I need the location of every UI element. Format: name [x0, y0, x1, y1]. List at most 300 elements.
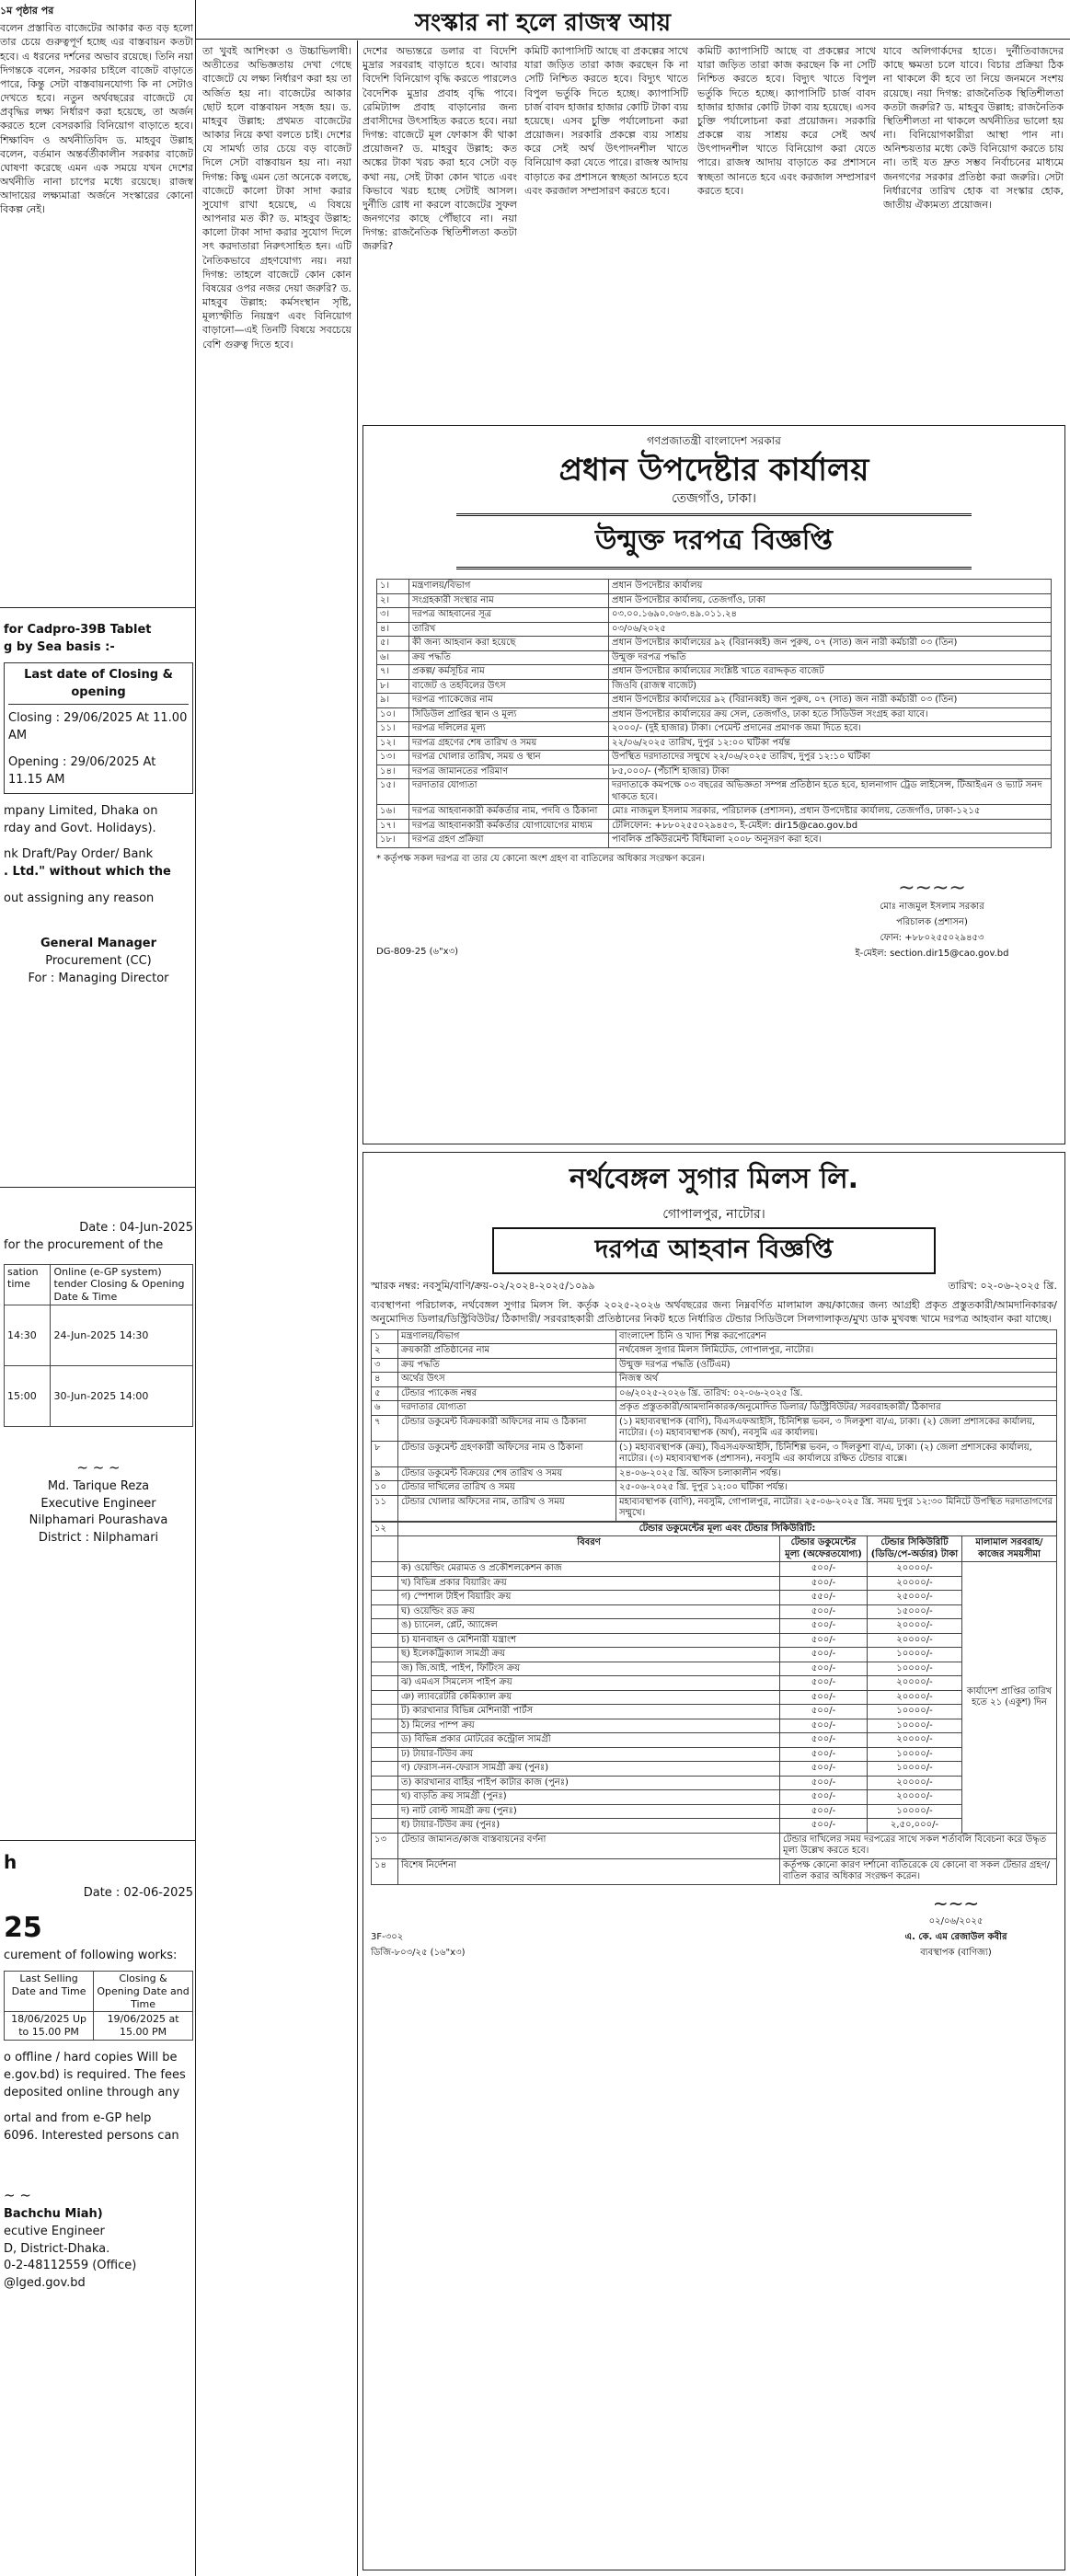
table-cell: ঠ) মিলের পাম্প ক্রয় [398, 1719, 780, 1733]
cao-tender-notice [362, 425, 1065, 1144]
table-cell: ২০০০০/- [868, 1633, 962, 1648]
table-cell: ৫০০/- [780, 1705, 868, 1719]
notice-line: 6096. Interested persons can [4, 2129, 179, 2144]
table-row [372, 1481, 1057, 1496]
reason-line: out assigning any reason [4, 891, 155, 906]
table-row [372, 1747, 1057, 1762]
table-cell: মোঃ নাজমুল ইসলাম সরকার, পরিচালক (প্রশাসন), প্রধান উপদেষ্টার কার্যালয়, তেজগাঁও, ঢাকা-১২১৫ [609, 805, 1052, 820]
mills-place: গোপালপুর, নাটোর। [662, 1207, 765, 1222]
table-cell: ০৩/০৬/২০২৫ [609, 622, 1052, 637]
table-row [372, 1690, 1057, 1705]
table-cell: ঘ) ওয়েল্ডিং রড ক্রয় [398, 1604, 780, 1619]
row-label: টেন্ডার জামানত/কাজ বাস্তবায়নের বর্ণনা [398, 1833, 780, 1858]
table-cell: ৫০০/- [780, 1733, 868, 1748]
table-cell: ঢ) টায়ার-টিউব ক্রয় [398, 1747, 780, 1762]
table-cell: ২০০০০/- [868, 1776, 962, 1790]
table-row [377, 665, 1052, 680]
table-row [377, 779, 1052, 805]
tender-date: Date : 04-Jun-2025 [79, 1221, 193, 1235]
gm-for: For : Managing Director [28, 971, 169, 985]
table-cell: খ) বিভিন্ন প্রকার বিয়ারিং ক্রয় [398, 1576, 780, 1591]
table-cell: উন্মুক্ত দরপত্র পদ্ধতি (ওটিএম) [616, 1358, 1057, 1373]
table-row [377, 593, 1052, 608]
works-col-header: Closing & Opening Date and Time [94, 1972, 193, 2012]
table-cell: ৮। [377, 679, 409, 694]
table-cell: ১০০০০/- [868, 1747, 962, 1762]
table-cell: ঙ) চ্যানেল, প্লেট, অ্যাঙ্গেল [398, 1619, 780, 1634]
notice-title: উন্মুক্ত দরপত্র বিজ্ঞপ্তি [456, 513, 972, 569]
table-row [377, 608, 1052, 623]
table-cell: ৭। [377, 665, 409, 680]
egp-col-header: Online (e-GP system) tender Closing & Opening Date & Time [51, 1264, 193, 1305]
table-cell: ১ [372, 1329, 398, 1344]
table-row [377, 637, 1052, 651]
table-row [372, 1619, 1057, 1634]
table-row [377, 580, 1052, 594]
table-cell: দরপত্র আহবানের সূত্র [409, 608, 609, 623]
table-cell: টেন্ডার দাখিলের তারিখ ও সময় [398, 1481, 616, 1496]
article-text: কমিটি ক্যাপাসিটি আছে বা প্রকল্পের সাথে যারা জড়িত তারা কাজ করছেন কি না সেটি নিশ্চিত করতে হবে। বিদ্যুৎ খাতে বিপুল ভর্তুকি দিতে হচ্ছে। ক্যাপাসিটি চার্জ বাবদ হাজার হাজার কোটি টাকা ব্যয় হয়েছে। এসব চুক্তি পর্যালোচনা করা প্রয়োজন। সরকারি প্রকল্পে ব্যয় সাশ্রয় করে সেই অর্থ উৎপাদনশীল খাতে বিনিয়োগ করা যেতে পারে। রাজস্ব আদায় বাড়াতে কর প্রশাসনে স্বচ্ছতা আনতে হবে এবং করজাল সম্প্রসারণ করতে হবে। [524, 45, 688, 197]
row-label: বিশেষ নির্দেশনা [398, 1858, 780, 1884]
works-table [4, 1971, 193, 2041]
egp-col-header: sation time [5, 1264, 51, 1305]
table-row [377, 694, 1052, 708]
company-line: mpany Limited, Dhaka on [4, 803, 158, 818]
works-cell: 19/06/2025 at 15.00 PM [94, 2012, 193, 2041]
table-cell: ১৩। [377, 751, 409, 765]
signer-date: ০২/০৬/২০২৫ [928, 1915, 984, 1926]
table-row [372, 1790, 1057, 1805]
table-row [372, 1662, 1057, 1676]
table-cell: ০৩.০০.১৬৯০.০৬৩.৪৯.০১১.২৪ [609, 608, 1052, 623]
table-cell: দরপত্র জামানতের পরিমাণ [409, 765, 609, 779]
table-row [372, 1329, 1057, 1344]
article-text: দেশের অভ্যন্তরে ডলার বা বিদেশি মুদ্রার সরবরাহ বাড়াতে হবে। আবার বিদেশি বিনিয়োগ বৃদ্ধি করতে পারলেও বৈদেশিক মুদ্রার প্রবাহ বৃদ্ধি পাবে। রেমিট্যান্স প্রবাহ বাড়ানোর জন্য প্রবাসীদের উৎসাহিত করতে হবে। নয়া দিগন্ত: বাজেটে মূল ফোকাস কী থাকা প্রয়োজন? ড. মাহবুব উল্লাহ: কত অঙ্কের টাকা খরচ করা হবে সেটা বড় কথা নয়, সেই টাকা কোন খাতে এবং কিভাবে খরচ হচ্ছে সেটাই আসল। দুর্নীতি রোধ না করলে বাজেটের সুফল জনগণের কাছে পৌঁছাবে না। নয়া দিগন্ত: রাজনৈতিক স্থিতিশীলতা কতটা জরুরি? [362, 45, 517, 253]
table-cell: দরপত্র দলিলের মূল্য [409, 722, 609, 737]
signer-name: Md. Tarique Reza [47, 1478, 150, 1493]
table-cell: বাজেট ও তহবিলের উৎস [409, 679, 609, 694]
table-row [372, 1676, 1057, 1691]
table-cell: (১) মহাব্যবস্থাপক (ক্রয়), বিএসএফআইসি, চিনিশিল্প ভবন, ৩ দিলকুশা বা/এ, ঢাকা। (২) জেলা প্রশাসকের কার্যালয়, নাটোর। (৩) মহাব্যবস্থাপক (প্রশাসন), নবসুমি এর কার্যালয়ে রক্ষিত টেন্ডার বাক্সে। [616, 1441, 1057, 1466]
opening-time: Opening : 29/06/2025 At 11.15 AM [8, 755, 156, 787]
engineer-title: ecutive Engineer [4, 2224, 105, 2238]
engineer-phone: 0-2-48112559 (Office) [4, 2259, 137, 2273]
table-cell: ক্রয় পদ্ধতি [409, 650, 609, 665]
table-cell: ৫৫০/- [780, 1591, 868, 1605]
signer-email: ই-মেইল: section.dir15@cao.gov.bd [855, 948, 1009, 959]
table-cell: ক্রয়কারী প্রতিষ্ঠানের নাম [398, 1344, 616, 1359]
procurement-line: for the procurement of the [4, 1237, 164, 1252]
table-row [377, 819, 1052, 834]
col-header: টেন্ডার ডকুমেন্টের মূল্য (অফেরতযোগ্য) [780, 1536, 868, 1562]
table-cell: দরপত্র আহবানকারী কর্মকর্তার নাম, পদবি ও ঠিকানা [409, 805, 609, 820]
closing-time: Closing : 29/06/2025 At 11.00 AM [8, 711, 188, 743]
table-row [372, 1466, 1057, 1481]
article-text: বলেন প্রস্তাবিত বাজেটের আকার কত বড় হলো তার চেয়ে গুরুত্বপূর্ণ হচ্ছে এর বাস্তবায়ন কতটা হবে। এ ধরনের দর্শনের অভাব রয়েছে। তিনি নয়া দিগন্তকে বলেন, সরকার চাইলে বাজেট বাড়াতে পারে, কিন্তু সেটা বাস্তবায়নযোগ্য কি না সেটাও দেখতে হবে। নতুন অর্থবছরের বাজেটে যে প্রবৃদ্ধির লক্ষ্য নির্ধারণ করা হয়েছে, তা অর্জন করতে হলে বেসরকারি বিনিয়োগ বাড়াতে হবে। শিক্ষাবিদ ও অর্থনীতিবিদ ড. মাহবুব উল্লাহ বলেন, বর্তমান অন্তর্বর্তীকালীন সরকার বাজেট ঘোষণা করেছে এমন এক সময়ে যখন দেশের অর্থনীতি নানা চাপের মধ্যে রয়েছে। রাজস্ব আদায়ের লক্ষ্যমাত্রা অর্জনে সংস্কারের কোনো বিকল্প নেই। [0, 22, 193, 216]
table-cell: ৫০০/- [780, 1790, 868, 1805]
table-cell: ১০০০০/- [868, 1804, 962, 1819]
table-cell: ১১ [372, 1495, 398, 1521]
table-cell: ২৪-০৬-২০২৫ খ্রি. অফিস চলাকালীন পর্যন্ত। [616, 1466, 1057, 1481]
table-cell: ১৬। [377, 805, 409, 820]
works-line: curement of following works: [4, 1949, 178, 1963]
delivery-deadline: কার্যাদেশ প্রাপ্তির তারিখ হতে ২১ (একুশ) দিন [962, 1562, 1057, 1834]
col-header: টেন্ডার সিকিউরিটি (ডিডি/পে-অর্ডার) টাকা [868, 1536, 962, 1562]
table-row [377, 707, 1052, 722]
table-cell: ২০০০০/- [868, 1576, 962, 1591]
mills-tender-notice [362, 1152, 1065, 2570]
table-cell: ৫। [377, 637, 409, 651]
table-cell: ১০। [377, 707, 409, 722]
table-cell: তারিখ [409, 622, 609, 637]
table-cell: ১০০০০/- [868, 1705, 962, 1719]
article-col-4b [697, 44, 876, 421]
article-col-4 [524, 44, 688, 421]
table-cell: ১০০০০/- [868, 1719, 962, 1733]
table-cell: ৫০০/- [780, 1604, 868, 1619]
signer-name: এ. কে. এম রেজাউল কবীর [904, 1931, 1007, 1942]
mills-signature-block [855, 1892, 1057, 1961]
engineer-district: D, District-Dhaka. [4, 2241, 110, 2256]
table-row [372, 1591, 1057, 1605]
notice-line: e.gov.bd) is required. The fees [4, 2067, 186, 2082]
table-cell: টেলিফোন: +৮৮০২৫৫০২৯৪৫৩, ই-মেইল: dir15@cao.gov.bd [609, 819, 1052, 834]
table-cell: সংগ্রহকারী সংস্থার নাম [409, 593, 609, 608]
table-cell: সিডিউল প্রাপ্তির স্থান ও মূল্য [409, 707, 609, 722]
signer-title: Executive Engineer [40, 1496, 156, 1511]
works-col-header: Last Selling Date and Time [5, 1972, 94, 2012]
table-row [372, 1705, 1057, 1719]
mills-name: নর্থবেঙ্গল সুগার মিলস লি. [569, 1163, 859, 1195]
table-cell: টেন্ডার খোলার অফিসের নাম, তারিখ ও সময় [398, 1495, 616, 1521]
table-cell: ১৫। [377, 779, 409, 805]
table-cell: প্রকল্প/ কর্মসূচির নাম [409, 665, 609, 680]
table-cell: ৫০০/- [780, 1619, 868, 1634]
nilphamari-tender [4, 1220, 193, 1547]
table-cell: ৮ [372, 1441, 398, 1466]
article-text: তা খুবই আশিংকা ও উচ্চাভিলাষী। অতীতের অভিজ্ঞতায় দেখা গেছে বাজেটে যে লক্ষ্য নির্ধারণ করা হয় তা অর্জিত হয় না। বাজেটের আকার ছোট হলে বাস্তবায়ন সহজ হয়। ড. মাহবুব উল্লাহ: প্রথমত বাজেটের আকার নিয়ে কথা বলতে চাই। দেশের যে সামর্থ্য তার চেয়ে বড় বাজেট দিলে সেটা বাস্তবায়ন হয় না। নয়া দিগন্ত: কিছু এমন তো অনেকে বলছে, বাজেটে কালো টাকা সাদা করার সুযোগ রাখা হয়েছে, এ বিষয়ে আপনার মত কী? ড. মাহবুব উল্লাহ: কালো টাকা সাদা করার সুযোগ দিলে সৎ করদাতারা নিরুৎসাহিত হন। এটি নৈতিকভাবে গ্রহণযোগ্য নয়। নয়া দিগন্ত: তাহলে বাজেটে কোন কোন বিষয়ের ওপর নজর দেয়া জরুরি? ড. মাহবুব উল্লাহ: কর্মসংস্থান সৃষ্টি, মূল্যস্ফীতি নিয়ন্ত্রণ এবং বিনিয়োগ বাড়ানো—এই তিনটি বিষয়ে সবচেয়ে বেশি গুরুত্ব দিতে হবে। [202, 45, 351, 351]
table-row [372, 1562, 1057, 1577]
table-cell: নিজস্ব অর্থ [616, 1373, 1057, 1387]
table-cell: প্রধান উপদেষ্টার কার্যালয়ের সংশ্লিষ্ট খাতে বরাদ্দকৃত বাজেট [609, 665, 1052, 680]
table-cell: ৯ [372, 1466, 398, 1481]
table-cell: মন্ত্রণালয়/বিভাগ [398, 1329, 616, 1344]
works-cell: 18/06/2025 Up to 15.00 PM [5, 2012, 94, 2041]
egp-cell: 30-Jun-2025 14:00 [51, 1365, 193, 1426]
table-cell: ২০০০০/- [868, 1690, 962, 1705]
signature-scribble: ~~~~ [898, 876, 966, 900]
table-cell: ড) বিভিন্ন প্রকার মোটরের কন্ট্রোল সামগ্রী [398, 1733, 780, 1748]
engineer-email: @lged.gov.bd [4, 2276, 86, 2291]
table-cell: ৯। [377, 694, 409, 708]
table-cell: দরদাতার যোগ্যতা [398, 1401, 616, 1416]
table-cell: ১৪। [377, 765, 409, 779]
table-cell: ৫০০/- [780, 1719, 868, 1733]
article-continuation: ১ম পৃষ্ঠার পর [0, 5, 54, 17]
table-cell: ২ [372, 1344, 398, 1359]
table-cell: ৩ [372, 1358, 398, 1373]
table-row [372, 1762, 1057, 1777]
office-name: প্রধান উপদেষ্টার কার্যালয় [558, 452, 869, 489]
table-row [372, 1776, 1057, 1790]
table-cell: ২৫-০৬-২০২৫ খ্রি. দুপুর ১২:০০ ঘটিকা পর্যন্ত। [616, 1481, 1057, 1496]
office-place: তেজগাঁও, ঢাকা। [672, 491, 756, 507]
table-row [372, 1576, 1057, 1591]
table-cell: প্রধান উপদেষ্টার কার্যালয়ের ৯২ (বিরানব্বই) জন পুরুষ, ০৭ (সাত) জন নারী কর্মচারী ০৩ (তিন) [609, 694, 1052, 708]
table-cell: ছ) ইলেকট্রিক্যাল সামগ্রী ক্রয় [398, 1648, 780, 1662]
table-cell: ট) কারখানার বিভিন্ন মেশিনারী পার্টস [398, 1705, 780, 1719]
table-cell: ৬। [377, 650, 409, 665]
table-cell: উন্মুক্ত দরপত্র পদ্ধতি [609, 650, 1052, 665]
table-cell: ক) ওয়েল্ডিং মেরামত ও প্রকৌশলকেশন কাজ [398, 1562, 780, 1577]
table-cell: ৫ [372, 1386, 398, 1401]
table-row [372, 1373, 1057, 1387]
table-cell: ১। [377, 580, 409, 594]
table-row [377, 805, 1052, 820]
engineer-name: Bachchu Miah) [4, 2206, 103, 2221]
table-cell: ণ) ফেরাস-নন-ফেরাস সামগ্রী ক্রয় (পুনঃ) [398, 1762, 780, 1777]
table-cell: দরপত্র প্যাকেজের নাম [409, 694, 609, 708]
table-cell: দরদাতাকে কমপক্ষে ০৩ বছরের অভিজ্ঞতা সম্পন্ন প্রতিষ্ঠান হতে হবে, হালনাগাদ ট্রেড লাইসেন্স, টিআইএন ও ভ্যাট সনদ থাকতে হবে। [609, 779, 1052, 805]
table-row [372, 1401, 1057, 1416]
table-cell: ১১। [377, 722, 409, 737]
table-cell: দরদাতার যোগ্যতা [409, 779, 609, 805]
egp-cell: 14:30 [5, 1305, 51, 1365]
table-row [372, 1804, 1057, 1819]
signature-scribble: ~~~ [932, 1892, 980, 1915]
table-cell: ৫০০/- [780, 1562, 868, 1577]
table-cell: গ) স্পেশাল টাইপ বিয়ারিং ক্রয় [398, 1591, 780, 1605]
table-cell: টেন্ডার ডকুমেন্ট গ্রহণকারী অফিসের নাম ও ঠিকানা [398, 1441, 616, 1466]
table-cell: ৫০০/- [780, 1747, 868, 1762]
table-row [372, 1415, 1057, 1441]
table-cell: ২০০০০/- [868, 1619, 962, 1634]
table-cell: ৫০০/- [780, 1762, 868, 1777]
article-text: কমিটি ক্যাপাসিটি আছে বা প্রকল্পের সাথে যারা জড়িত তারা কাজ করছেন কি না সেটি নিশ্চিত করতে হবে। বিদ্যুৎ খাতে বিপুল ভর্তুকি দিতে হচ্ছে। ক্যাপাসিটি চার্জ বাবদ হাজার হাজার কোটি টাকা ব্যয় হয়েছে। এসব চুক্তি পর্যালোচনা করা প্রয়োজন। সরকারি প্রকল্পে ব্যয় সাশ্রয় করে সেই অর্থ উৎপাদনশীল খাতে বিনিয়োগ করা যেতে পারে। রাজস্ব আদায় বাড়াতে কর প্রশাসনে স্বচ্ছতা আনতে হবে এবং করজাল সম্প্রসারণ করতে হবে। [697, 45, 876, 197]
tender-line: for Cadpro-39B Tablet [4, 623, 152, 637]
table-cell: ধ) টায়ার-টিউব ক্রয় (পুনঃ) [398, 1819, 780, 1834]
table-cell: ত) কারখানার বাহির পাইপ কাটার কাজ (পুনঃ) [398, 1776, 780, 1790]
table-cell: প্রধান উপদেষ্টার কার্যালয়, তেজগাঁও, ঢাকা [609, 593, 1052, 608]
table-cell: দরপত্র আহবানকারী কর্মকর্তার যোগাযোগের মাধ্যম [409, 819, 609, 834]
table-cell: চ) যানবাহন ও মেশিনারী যন্ত্রাংশ [398, 1633, 780, 1648]
closing-header: Last date of Closing & opening [8, 667, 189, 706]
article-text: যাবে অলিগার্কদের হাতে। দুর্নীতিবাজদের কাছে ক্ষমতা চলে যাবে। বিচার প্রক্রিয়া ঠিক না থাকলে কী হবে তা নিয়ে জনমনে সংশয় রয়েছে। নয়া দিগন্ত: রাজনৈতিক স্থিতিশীলতা কতটা জরুরি? ড. মাহবুব উল্লাহ: রাজনৈতিক স্থিতিশীলতা না থাকলে অর্থনীতির ভালো হয় না। বিনিয়োগকারীরা আস্থা পান না। অনিশ্চয়তার মধ্যে কেউ বিনিয়োগ করতে চায় না। তাই যত দ্রুত সম্ভব নির্বাচনের মাধ্যমে জনগণের সরকার প্রতিষ্ঠা করা জরুরি। সেটা নির্ধারণের তারিখ হোক বা সংস্কার হোক, জাতীয় ঐক্যমত্য প্রয়োজন। [883, 45, 1064, 211]
table-cell: প্রধান উপদেষ্টার কার্যালয়ের ৯২ (বিরানব্বই) জন পুরুষ, ০৭ (সাত) জন নারী কর্মচারী ০৩ (তিন) [609, 637, 1052, 651]
table-cell: ঞ) ল্যাবরেটরি কেমিক্যাল ক্রয় [398, 1690, 780, 1705]
table-row [377, 622, 1052, 637]
signer-title: পরিচালক (প্রশাসন) [896, 916, 968, 927]
h-letter: h [4, 1851, 17, 1873]
holiday-line: rday and Govt. Holidays). [4, 821, 156, 835]
left-strip [0, 0, 195, 2576]
table-row [377, 751, 1052, 765]
table-cell: প্রধান উপদেষ্টার কার্যালয়ের ক্রয় সেল, তেজগাঁও, ঢাকা হতে সিডিউল সংগ্রহ করা যাবে। [609, 707, 1052, 722]
table-row [377, 722, 1052, 737]
ltd-line: . Ltd." without which the [4, 865, 171, 880]
table-cell: ৪ [372, 1373, 398, 1387]
table-row [377, 736, 1052, 751]
table-cell: বাংলাদেশ চিনি ও খাদ্য শিল্প করপোরেশন [616, 1329, 1057, 1344]
table-cell: ১০০০০/- [868, 1648, 962, 1662]
table-cell: ৫০০/- [780, 1648, 868, 1662]
egp-table [4, 1264, 193, 1427]
table-cell: উপস্থিত দরদাতাদের সম্মুখে ২২/০৬/২০২৫ তারিখ, দুপুর ১২:১০ ঘটিকা [609, 751, 1052, 765]
tender-number: 25 [4, 1911, 42, 1944]
table-cell: ০৬/২০২৫-২০২৬ খ্রি. তারিখ: ০২-০৬-২০২৫ খ্রি. [616, 1386, 1057, 1401]
gov-line: গণপ্রজাতন্ত্রী বাংলাদেশ সরকার [647, 434, 781, 447]
table-cell: ৫০০/- [780, 1776, 868, 1790]
mills-schedule-table [371, 1522, 1057, 1885]
table-cell: থ) বাড়তি ক্রয় সামগ্রী (পুনঃ) [398, 1790, 780, 1805]
table-row [377, 834, 1052, 848]
table-cell: (১) মহাব্যবস্থাপক (বাণি), বিএসএফআইসি, চিনিশিল্প ভবন, ৩ দিলকুশা বা/এ, ঢাকা। (২) জেলা প্রশাসকের কার্যালয়, নাটোর। (৩) মহাব্যবস্থাপক (অর্থ), নবসুমি এর কার্যালয়। [616, 1415, 1057, 1441]
table-cell: ৫০০/- [780, 1576, 868, 1591]
cao-note: * কর্তৃপক্ষ সকল দরপত্র বা তার যে কোনো অংশ গ্রহণ বা বাতিলের অধিকার সংরক্ষণ করেন। [376, 853, 705, 864]
row-number: ১২ [372, 1522, 398, 1536]
notice-line: deposited online through any [4, 2085, 180, 2099]
table-cell: দরপত্র গ্রহণ প্রক্রিয়া [409, 834, 609, 848]
table-cell: টেন্ডার প্যাকেজ নম্বর [398, 1386, 616, 1401]
signer-title: ব্যবস্থাপক (বাণিজ্য) [920, 1947, 992, 1958]
row-number: ১৪ [372, 1858, 398, 1884]
article-col-5 [883, 44, 1064, 421]
gm-dept: Procurement (CC) [45, 953, 152, 968]
table-cell: ৫০০/- [780, 1662, 868, 1676]
table-cell: ৫০০/- [780, 1819, 868, 1834]
signer-phone: ফোন: +৮৮০২৫৫০২৯৪৫৩ [880, 932, 984, 943]
table-cell: জ) জি.আই. পাইপ, ফিটিংস ক্রয় [398, 1662, 780, 1676]
table-cell: অর্থের উৎস [398, 1373, 616, 1387]
table-cell: দরপত্র গ্রহণের শেষ তারিখ ও সময় [409, 736, 609, 751]
signer-org: Nilphamari Pourashava [29, 1513, 168, 1528]
table-cell: ১৫০০০/- [868, 1604, 962, 1619]
tender-date: Date : 02-06-2025 [83, 1886, 193, 1900]
tablet-tender [4, 622, 193, 988]
table-cell: ১০০০০/- [868, 1762, 962, 1777]
table-cell: ১৭। [377, 819, 409, 834]
table-cell: মন্ত্রণালয়/বিভাগ [409, 580, 609, 594]
table-cell: ৫০০/- [780, 1633, 868, 1648]
table-cell: ৫০০/- [780, 1690, 868, 1705]
table-cell: ১৮। [377, 834, 409, 848]
table-cell: ক্রয় পদ্ধতি [398, 1358, 616, 1373]
article-col-2 [202, 44, 351, 2565]
row-number: ১৩ [372, 1833, 398, 1858]
table-cell: ৩। [377, 608, 409, 623]
table-cell: ২,৫০,০০০/- [868, 1819, 962, 1834]
table-row [372, 1604, 1057, 1619]
row-text: কর্তৃপক্ষ কোনো কারণ দর্শানো ব্যতিরেকে যে কোনো বা সকল টেন্ডার গ্রহণ/বাতিল করার অধিকার সংরক্ষণ করেন। [780, 1858, 1057, 1884]
table-cell: দ) নাট বোল্ট সামগ্রী ক্রয় (পুনঃ) [398, 1804, 780, 1819]
table-cell: টেন্ডার ডকুমেন্ট বিক্রয়কারী অফিসের নাম ও ঠিকানা [398, 1415, 616, 1441]
table-cell: প্রধান উপদেষ্টার কার্যালয় [609, 580, 1052, 594]
table-row [372, 1495, 1057, 1521]
table-cell: ঝ) এমএস সিমলেস পাইপ ক্রয় [398, 1676, 780, 1691]
signature-scribble: ~ ~ [4, 2187, 31, 2204]
cao-signature-block [812, 877, 1052, 962]
article-col-1 [0, 4, 193, 602]
lged-tender [4, 1849, 193, 2293]
table-cell: ১২। [377, 736, 409, 751]
col-header: মালামাল সরবরাহ/ কাজের সময়সীমা [962, 1536, 1057, 1562]
ad-code: DG-809-25 (৬"x৩) [376, 946, 458, 957]
table-cell: দরপত্র খোলার তারিখ, সময় ও স্থান [409, 751, 609, 765]
table-cell: ২। [377, 593, 409, 608]
mills-intro: ব্যবস্থাপনা পরিচালক, নর্থবেঙ্গল সুগার মিলস লি. কর্তৃক ২০২৫-২০২৬ অর্থবছরের জন্য নিম্নবর্ণিত মালামাল ক্রয়/কাজের জন্য আগ্রহী প্রকৃত প্রস্তুতকারী/আমদানিকারক/অনুমোদিত ডিলার/ডিস্ট্রিবিউটর/ ঠিকাদারী/ সরবরাহকারী প্রতিষ্ঠানের নিকট হতে নির্ধারিত টেন্ডার সিডিউলে সিলগালাকৃত/মুখ্য ডাক মুখবন্ধ খামে দরপত্র আহবান করা যাচ্ছে। [371, 1299, 1057, 1326]
tender-line: g by Sea basis :- [4, 639, 115, 654]
table-row [372, 1733, 1057, 1748]
table-cell: ১০০০০/- [868, 1662, 962, 1676]
ad-code: 3F-৩০২ [371, 1931, 404, 1942]
notice-line: o offline / hard copies Will be [4, 2050, 178, 2064]
table-row [377, 679, 1052, 694]
memo-number: স্মারক নম্বর: নবসুমি/বাণি/ক্রয়-০২/২০২৪-২০২৫/১০৯৯ [371, 1280, 595, 1292]
table-cell: ১০ [372, 1481, 398, 1496]
table-cell: ২০০০/- (দুই হাজার) টাকা। পেমেন্ট প্রদানের প্রমাণক জমা দিতে হবে। [609, 722, 1052, 737]
schedule-header: টেন্ডার ডকুমেন্টের মূল্য এবং টেন্ডার সিকিউরিটি: [398, 1522, 1057, 1536]
table-cell: মহাব্যবস্থাপক (বাণি), নবসুমি, গোপালপুর, নাটোর। ২৫-০৬-২০২৫ খ্রি. সময় দুপুর ১২:৩০ মিনিটে উপস্থিত দরদাতাগণের সম্মুখে। [616, 1495, 1057, 1521]
signer-name: মোঃ নাজমুল ইসলাম সরকার [880, 901, 984, 912]
table-row [372, 1648, 1057, 1662]
notice-line: ortal and from e-GP help [4, 2111, 152, 2126]
table-cell: কী জন্য আহবান করা হয়েছে [409, 637, 609, 651]
table-row [372, 1819, 1057, 1834]
col-header: বিবরণ [398, 1536, 780, 1562]
table-cell: প্রকৃত প্রস্তুতকারী/আমদানিকারক/অনুমোদিত ডিলার/ ডিস্ট্রিবিউটর/ সরবরাহকারী/ ঠিকাদার [616, 1401, 1057, 1416]
article-col-3 [362, 44, 517, 421]
table-row [377, 650, 1052, 665]
table-cell: ৮৫,০০০/- (পঁচাশি হাজার) টাকা [609, 765, 1052, 779]
table-row [372, 1719, 1057, 1733]
table-cell: ২০০০০/- [868, 1733, 962, 1748]
table-cell: টেন্ডার ডকুমেন্ট বিক্রয়ের শেষ তারিখ ও সময় [398, 1466, 616, 1481]
table-cell: ২২/০৬/২০২৫ তারিখ, দুপুর ১২:০০ ঘটিকা পর্যন্ত [609, 736, 1052, 751]
table-cell: ২০০০০/- [868, 1676, 962, 1691]
table-cell: ৪। [377, 622, 409, 637]
draft-line: nk Draft/Pay Order/ Bank [4, 847, 154, 862]
mills-info-table [371, 1329, 1057, 1522]
egp-cell: 15:00 [5, 1365, 51, 1426]
table-cell: ৫০০/- [780, 1676, 868, 1691]
table-cell: ৫০০/- [780, 1804, 868, 1819]
memo-date: তারিখ: ০২-০৬-২০২৫ খ্রি. [948, 1280, 1057, 1292]
table-cell: জিওবি (রাজস্ব বাজেট) [609, 679, 1052, 694]
cao-table [376, 579, 1052, 848]
gm-title: General Manager [40, 936, 156, 950]
table-cell: নর্থবেঙ্গল সুগার মিলস লিমিটেড, গোপালপুর, নাটোর। [616, 1344, 1057, 1359]
table-row [372, 1358, 1057, 1373]
table-row [372, 1344, 1057, 1359]
table-row [372, 1386, 1057, 1401]
table-row [372, 1441, 1057, 1466]
table-cell: পাবলিক প্রকিউরমেন্ট বিধিমালা ২০০৮ অনুসরণ করা হবে। [609, 834, 1052, 848]
signer-district: District : Nilphamari [38, 1531, 159, 1546]
table-cell: ২০০০০/- [868, 1562, 962, 1577]
closing-box [4, 662, 193, 794]
table-cell: ৬ [372, 1401, 398, 1416]
table-cell: ২০০০০/- [868, 1790, 962, 1805]
ad-code: ডিজি-৮০৩/২৫ (১৬"x৩) [371, 1947, 466, 1958]
notice-title: দরপত্র আহবান বিজ্ঞপ্তি [492, 1227, 936, 1274]
table-row [377, 765, 1052, 779]
egp-cell: 24-Jun-2025 14:30 [51, 1305, 193, 1365]
row-text: টেন্ডার দাখিলের সময় দরপত্রের সাথে সকল শর্তাবলি বিবেচনা করে উদ্ধৃত মূল্য উল্লেখ করতে হবে। [780, 1833, 1057, 1858]
page-headline: সংস্কার না হলে রাজস্ব আয় [414, 9, 672, 37]
table-cell: ৭ [372, 1415, 398, 1441]
table-row [372, 1633, 1057, 1648]
signature-scribble: ~ ~ ~ [76, 1458, 121, 1476]
